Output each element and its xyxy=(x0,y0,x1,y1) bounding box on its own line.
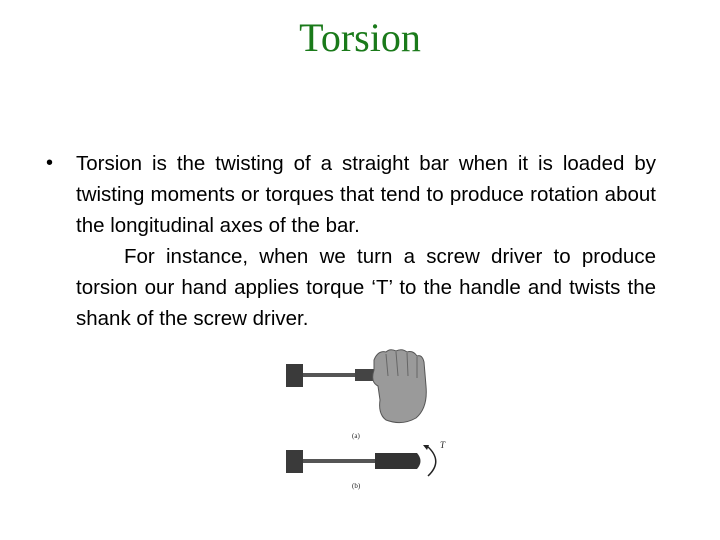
wall-block-a xyxy=(286,364,303,387)
caption-b: (b) xyxy=(352,482,361,490)
screwdriver-figure xyxy=(282,346,450,496)
handle-b xyxy=(375,453,421,469)
bullet-marker: • xyxy=(46,152,54,174)
shank-a xyxy=(303,373,355,377)
hand-a xyxy=(373,350,427,423)
slide-title: Torsion xyxy=(299,15,421,60)
bullet-list xyxy=(46,148,656,334)
screwdriver-illustration xyxy=(282,346,450,496)
bullet-paragraph-1: Torsion is the twisting of a straight bar when it is loaded by twisting moments or torques that tend to produce rotation about the longitudinal axes of the bar. xyxy=(76,152,656,237)
torque-label: T xyxy=(440,440,446,450)
bullet-paragraph-2: For instance, when we turn a screw driver to produce torsion our hand applies torque ‘T’ to the handle and twists the shank of the screw driver. xyxy=(76,245,656,330)
torque-arrow xyxy=(427,446,436,476)
caption-a: (a) xyxy=(352,432,360,440)
shank-b xyxy=(303,459,375,463)
wall-block-b xyxy=(286,450,303,473)
